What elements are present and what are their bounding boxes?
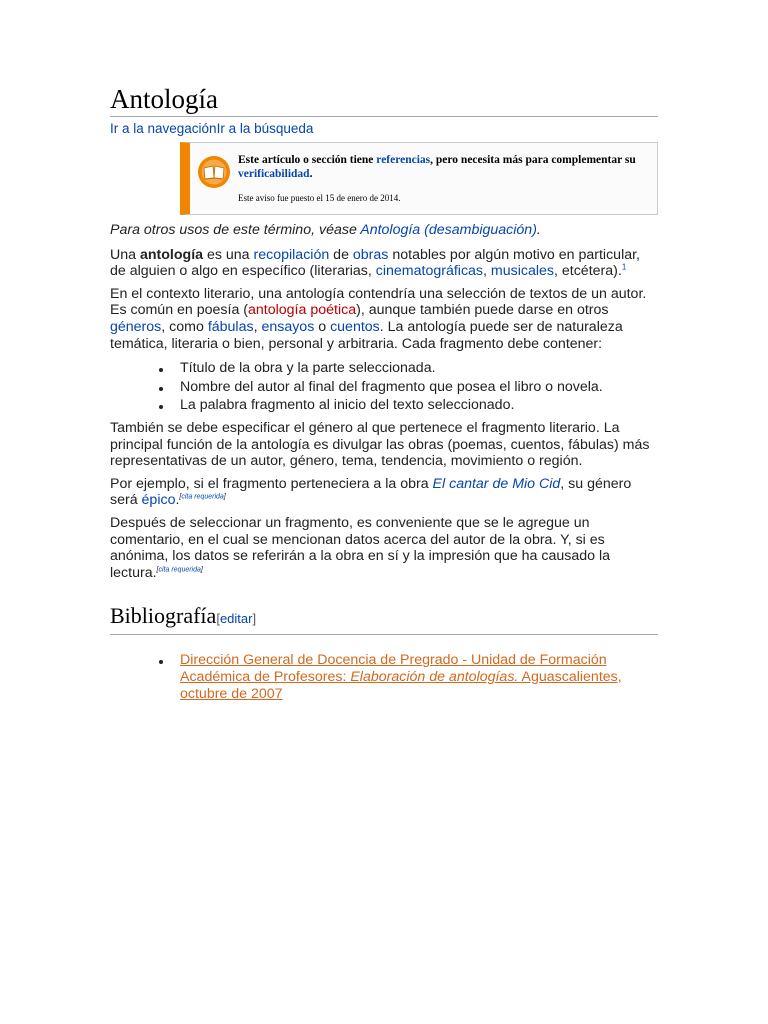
citation-needed xyxy=(179,494,225,501)
function-paragraph: También se debe especificar el género al que pertenece el fragmento literario. La principal función de la antología es divulgar las obras (poemas, cuentos, fábulas) más representativas de un autor, género, tema, tendencia, movimiento o región. xyxy=(110,419,650,470)
disambiguation-link[interactable]: Antología (desambiguación) xyxy=(360,222,537,238)
notice-text-2: , pero necesita más para complementar su xyxy=(430,154,636,166)
bib-italic-title: Elaboración de antologías. xyxy=(350,669,519,686)
edit-bracket: ] xyxy=(252,611,257,627)
comment-text: Después de seleccionar un fragmento, es conveniente que se le agregue un comentario, en el cual se mencionan datos acerca del autor de la obra. Y, si es anónima, los datos se referirán a la obra en sí y la impresión que ha causado la lectura. xyxy=(110,514,611,581)
page-title: Antología xyxy=(110,82,658,117)
cuentos-link[interactable]: cuentos xyxy=(330,318,380,335)
bibliografia-heading xyxy=(110,601,658,635)
jump-to-navigation-link[interactable]: Ir a la navegación xyxy=(110,121,217,136)
verificabilidad-link[interactable]: verificabilidad xyxy=(238,168,310,180)
context-text: , como xyxy=(161,318,208,335)
cita-requerida-link[interactable]: cita requerida xyxy=(181,493,224,501)
bibliography-list xyxy=(110,652,658,703)
cite-bracket: [ xyxy=(156,565,159,573)
cita-requerida-link[interactable]: cita requerida xyxy=(158,565,201,573)
example-paragraph xyxy=(110,476,658,509)
intro-text: , xyxy=(483,263,491,280)
example-text: Por ejemplo, si el fragmento perteneciera a la obra xyxy=(110,475,433,492)
list-item: Título de la obra y la parte seleccionada. xyxy=(180,360,658,377)
antologia-poetica-link[interactable]: antología poética xyxy=(248,302,357,319)
bibliography-external-link[interactable] xyxy=(180,652,622,702)
reference-1-link[interactable]: 1 xyxy=(621,262,627,272)
book-icon xyxy=(197,155,231,189)
hatnote xyxy=(110,222,658,239)
comment-paragraph xyxy=(110,515,658,581)
fragment-requirements-list xyxy=(110,360,658,414)
jump-links xyxy=(110,121,658,137)
context-text: , xyxy=(253,318,262,335)
recopilacion-link[interactable]: recopilación xyxy=(253,246,330,263)
cite-bracket: ] xyxy=(200,565,203,573)
hatnote-end: . xyxy=(536,222,541,238)
edit-section-link[interactable]: editar xyxy=(219,611,253,627)
bib-text: Dirección General de Docencia de Pregrado - Unidad de Formación Académica de Profesores: xyxy=(180,652,607,686)
intro-paragraph xyxy=(110,247,658,280)
cite-bracket: [ xyxy=(179,493,182,501)
list-item: Nombre del autor al final del fragmento que posea el libro o novela. xyxy=(180,379,658,396)
intro-text: , etcétera). xyxy=(554,263,622,280)
obras-link[interactable]: obras xyxy=(352,246,389,263)
section-title: Bibliografía xyxy=(110,603,217,629)
references-notice-box xyxy=(180,142,658,215)
notice-date: Este aviso fue puesto el 15 de enero de 2014. xyxy=(238,193,401,203)
context-text: . La antología puede ser de naturaleza temática, literaria o bien, personal y arbitraria. Cada fragmento debe contener: xyxy=(110,318,623,352)
hatnote-text: Para otros usos de este término, véase xyxy=(110,222,361,238)
intro-text: de xyxy=(329,246,353,263)
cantar-de-mio-cid-link[interactable]: El cantar de Mio Cid xyxy=(432,475,561,492)
example-text: , su género será xyxy=(110,475,632,509)
bibliography-item xyxy=(180,652,658,703)
notice-text-3: . xyxy=(309,168,313,180)
context-text: En el contexto literario, una antología contendría una selección de textos de un autor. Es común en poesía ( xyxy=(110,285,647,319)
generos-link[interactable]: géneros xyxy=(110,318,162,335)
citation-needed xyxy=(157,566,203,573)
edit-bracket: [ xyxy=(216,611,220,627)
context-text: ), aunque también puede darse en otros xyxy=(356,302,609,319)
notice-message xyxy=(238,153,651,181)
intro-text: Una xyxy=(110,246,140,263)
jump-to-search-link[interactable]: Ir a la búsqueda xyxy=(216,121,314,136)
notice-text-1: Este artículo o sección tiene xyxy=(238,154,377,166)
context-text: o xyxy=(314,318,331,335)
intro-text: es una xyxy=(203,246,254,263)
intro-bold-term: antología xyxy=(139,246,204,263)
epico-link[interactable]: épico xyxy=(141,492,176,509)
cite-bracket: ] xyxy=(223,493,226,501)
bib-text: Aguascalientes, octubre de 2007 xyxy=(180,669,622,703)
intro-text: notables por algún motivo en particular, de alguien o algo en específico (literarias, xyxy=(110,246,640,280)
referencias-link[interactable]: referencias xyxy=(376,154,431,166)
example-text: . xyxy=(175,492,180,509)
edit-section xyxy=(216,611,256,626)
article xyxy=(110,82,658,709)
fabulas-link[interactable]: fábulas xyxy=(207,318,254,335)
context-paragraph xyxy=(110,286,658,352)
list-item: La palabra fragmento al inicio del texto seleccionado. xyxy=(180,397,658,414)
musicales-link[interactable]: musicales xyxy=(490,263,554,280)
ensayos-link[interactable]: ensayos xyxy=(261,318,315,335)
cinematograficas-link[interactable]: cinematográficas xyxy=(375,263,484,280)
